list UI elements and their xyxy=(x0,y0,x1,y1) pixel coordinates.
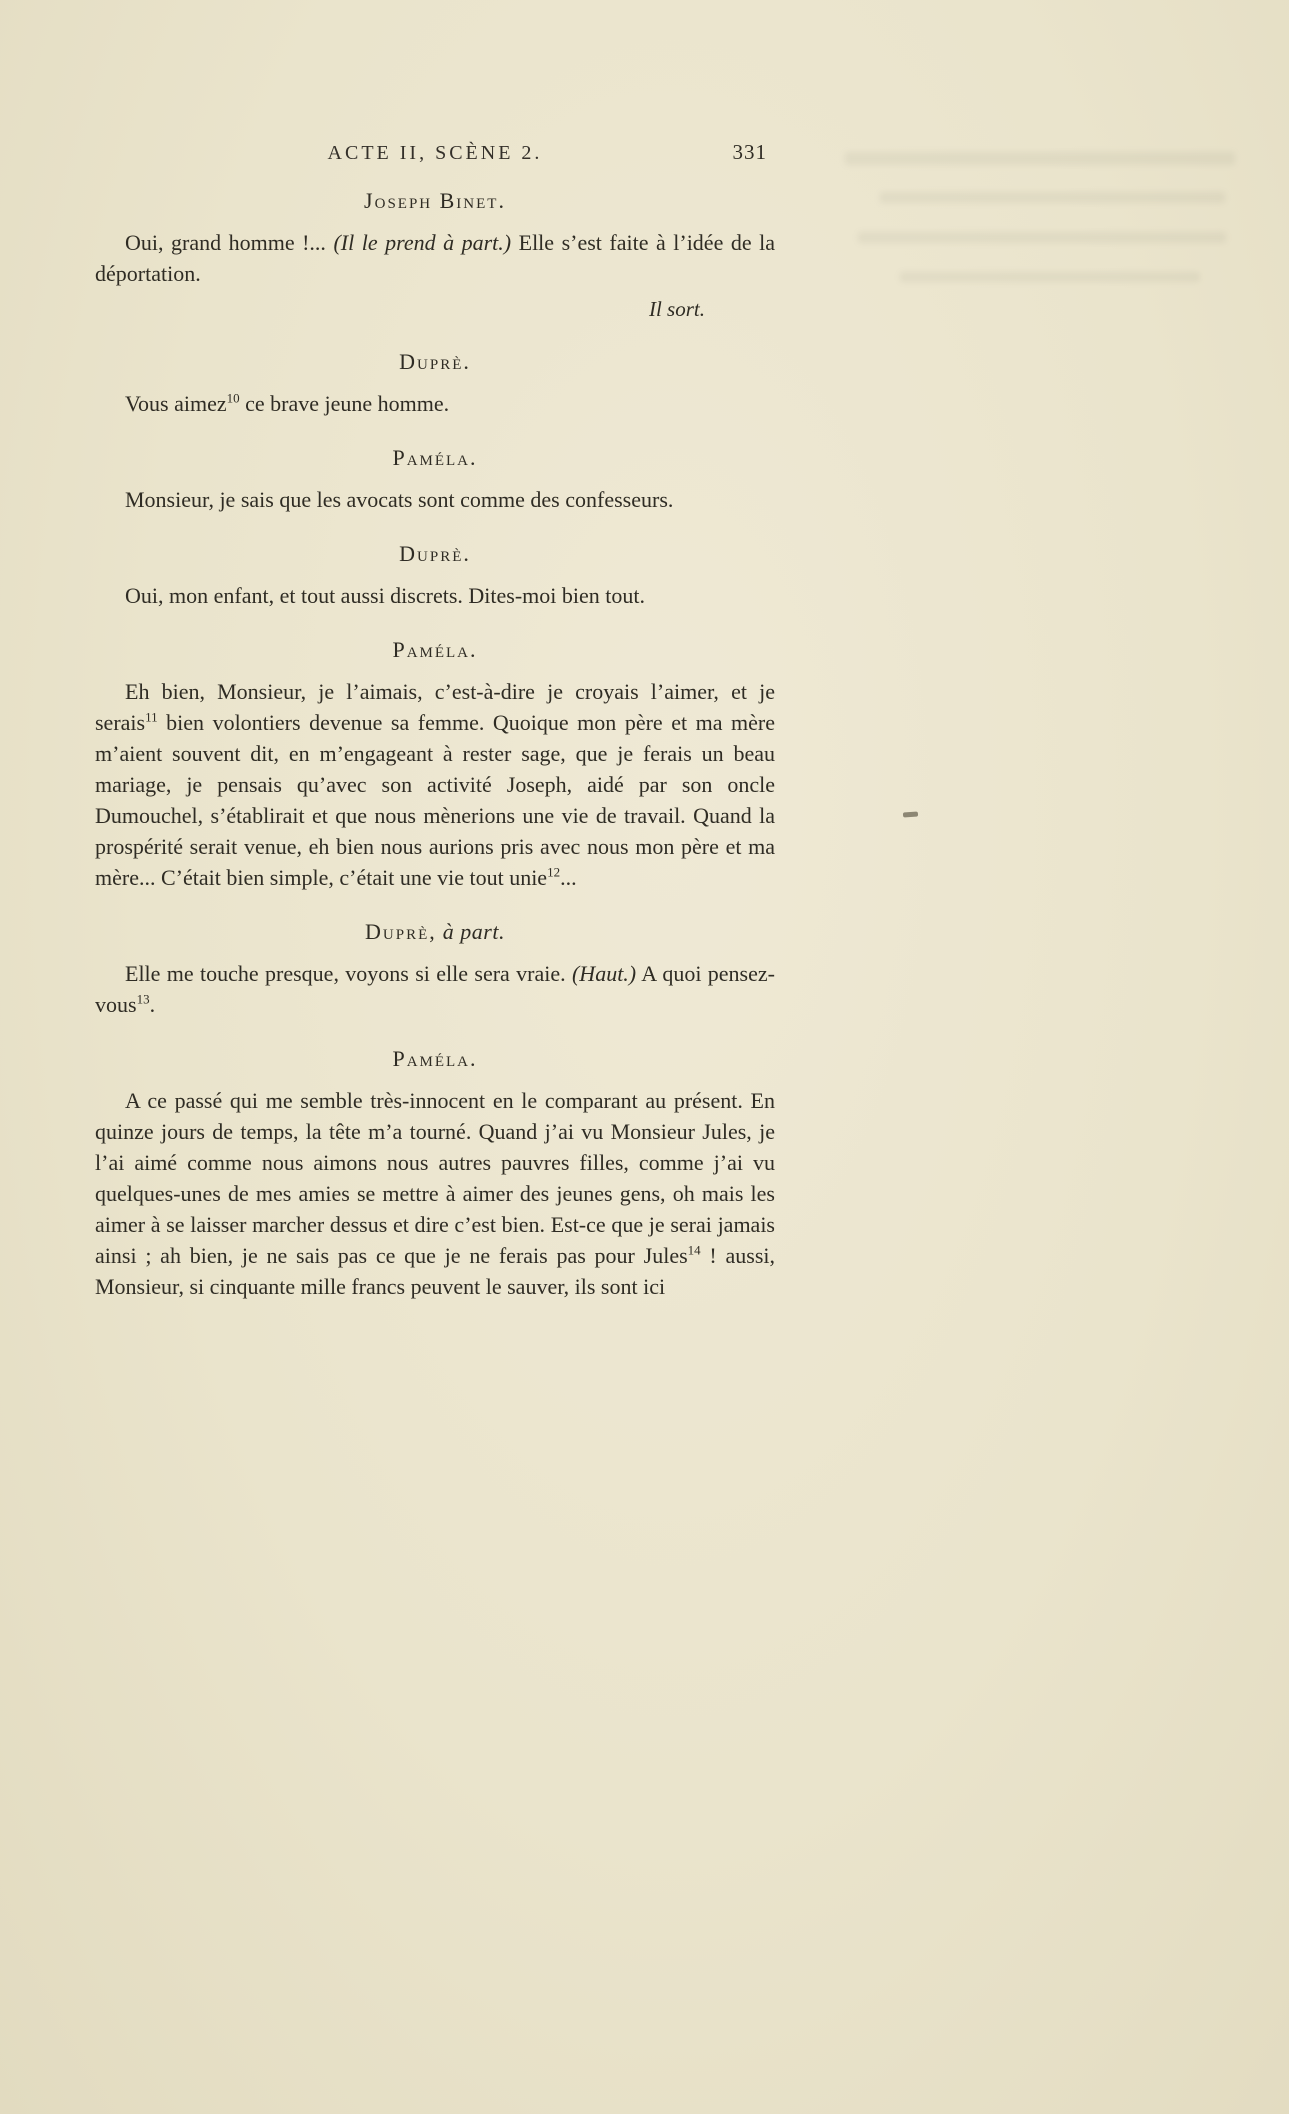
text-segment: Paméla. xyxy=(392,1046,478,1071)
text-segment: A quoi pensez-vous xyxy=(95,961,775,1017)
paragraph xyxy=(95,227,775,289)
text-segment: ! aussi, Monsieur, si cinquante mille francs peuvent le sauver, ils sont ici xyxy=(95,1243,776,1299)
bleed-through-artifact xyxy=(845,152,1235,165)
footnote-ref: 13 xyxy=(136,991,150,1007)
paragraph xyxy=(95,580,775,611)
text-segment: Eh bien, Monsieur, je l’aimais, c’est-à-dire je croyais l’aimer, et je serais xyxy=(95,679,775,735)
bleed-through-artifact xyxy=(900,272,1200,282)
text-segment: Paméla. xyxy=(392,637,478,662)
text-segment: Elle me touche presque, voyons si elle sera vraie. xyxy=(125,961,572,986)
footnote-ref: 10 xyxy=(226,390,240,406)
speaker-heading xyxy=(95,445,775,471)
paragraph xyxy=(95,676,775,893)
text-segment: Vous aimez xyxy=(125,391,227,416)
speaker-heading xyxy=(95,541,775,567)
text-segment: Oui, grand homme !... xyxy=(125,230,334,255)
text-segment: à part. xyxy=(436,919,505,944)
text-segment: Duprè. xyxy=(399,349,471,374)
text-segment: ce brave jeune homme. xyxy=(239,391,450,416)
speaker-heading xyxy=(95,637,775,663)
text-block xyxy=(95,188,775,1302)
text-segment: Paméla. xyxy=(392,445,478,470)
text-segment: bien volontiers devenue sa femme. Quoique mon père et ma mère m’aient souvent dit, en m’engageant à rester sage, que je ferais un beau mariage, je pensais qu’avec son activité Joseph, aidé par son oncle Dumouchel, s’établirait et que nous mènerions une vie de travail. Quand la prospérité serait venue, eh bien nous aurions pris avec nous mon père et ma mère... C’était bien simple, c’était une vie tout unie xyxy=(95,710,775,890)
speaker-heading xyxy=(95,188,775,214)
text-segment: Il sort. xyxy=(648,297,705,321)
text-segment: ... xyxy=(560,865,577,890)
text-segment: Oui, mon enfant, et tout aussi discrets. Dites-moi bien tout. xyxy=(125,583,645,608)
paragraph xyxy=(95,484,775,515)
scan-artifact xyxy=(903,811,918,817)
speaker-heading xyxy=(95,919,775,945)
stage-direction xyxy=(95,295,775,323)
text-segment: . xyxy=(149,992,156,1017)
speaker-heading xyxy=(95,1046,775,1072)
page-number: 331 xyxy=(732,140,767,164)
paragraph xyxy=(95,1085,775,1302)
paragraph xyxy=(95,388,775,419)
paragraph xyxy=(95,958,775,1020)
running-head: ACTE II, SCÈNE 2. xyxy=(327,142,543,164)
text-segment: (Il le prend à part.) xyxy=(333,230,512,255)
footnote-ref: 12 xyxy=(547,864,561,880)
bleed-through-artifact xyxy=(858,232,1226,243)
footnote-ref: 11 xyxy=(145,709,158,725)
speaker-heading xyxy=(95,349,775,375)
footnote-ref: 14 xyxy=(687,1242,701,1258)
text-segment: Duprè, xyxy=(365,919,437,944)
text-segment: (Haut.) xyxy=(571,961,637,986)
text-segment: Monsieur, je sais que les avocats sont comme des confesseurs. xyxy=(125,487,674,512)
bleed-through-artifact xyxy=(880,192,1225,203)
page-header xyxy=(95,142,775,172)
text-segment: Duprè. xyxy=(399,541,471,566)
text-segment: Joseph Binet. xyxy=(364,188,506,213)
text-segment: Elle s’est faite à l’idée de la déportation. xyxy=(95,230,775,286)
text-segment: A ce passé qui me semble très-innocent en le comparant au présent. En quinze jours de temps, la tête m’a tourné. Quand j’ai vu Monsieur Jules, je l’ai aimé comme nous aimons nous autres pauvres filles, comme j’ai vu quelques-unes de mes amies se mettre à aimer des jeunes gens, oh mais les aimer à se laisser marcher dessus et dire c’est bien. Est-ce que je serai jamais ainsi ; ah bien, je ne sais pas ce que je ne ferais pas pour Jules xyxy=(95,1088,775,1268)
